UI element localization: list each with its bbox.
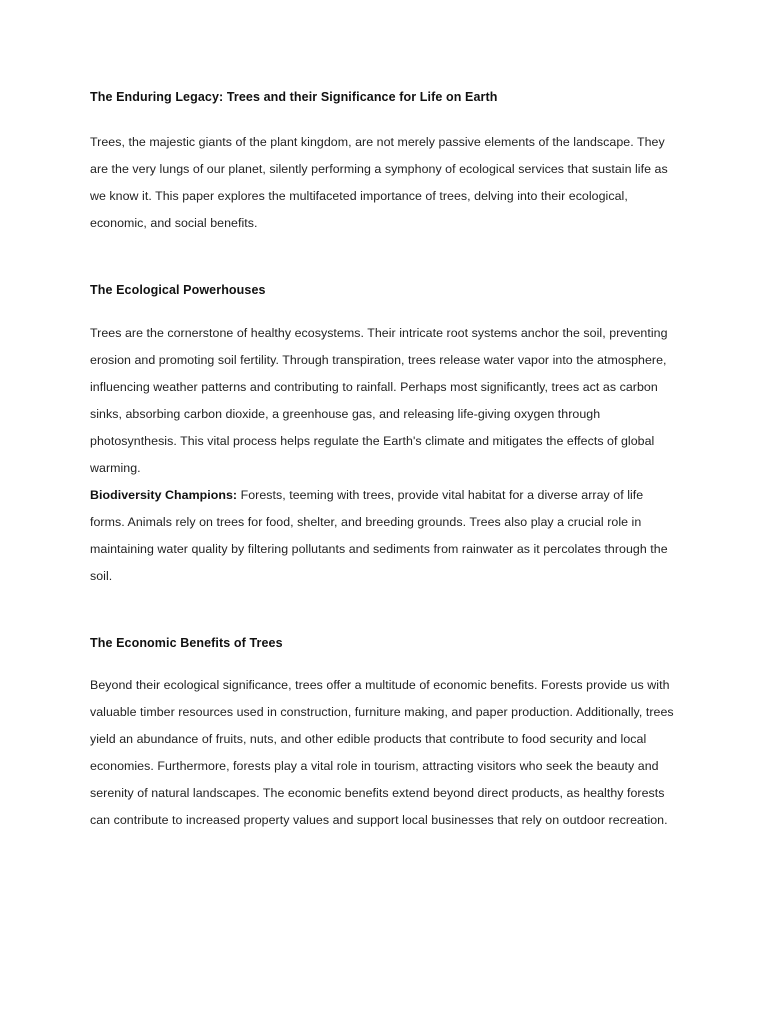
section-paragraph-economic: Beyond their ecological significance, trees offer a multitude of economic benefits. Forests provide us with valuable timber resources used in construction, furniture making, and paper production. Additionally, trees yield an abundance of fruits, nuts, and other edible products that contribute to food security and local economies. Furthermore, forests play a vital role in tourism, attracting visitors who seek the beauty and serenity of natural landscapes. The economic benefits extend beyond direct products, as healthy forests can contribute to increased property values and support local businesses that rely on outdoor recreation. bbox=[90, 678, 674, 828]
page-title: The Enduring Legacy: Trees and their Significance for Life on Earth bbox=[90, 90, 498, 104]
intro-paragraph: Trees, the majestic giants of the plant kingdom, are not merely passive elements of the landscape. They are the very lungs of our planet, silently performing a symphony of ecological services that sustain life as we know it. This paper explores the multifaceted importance of trees, delving into their ecological, economic, and social benefits. bbox=[90, 134, 668, 230]
section-paragraph-ecological: Trees are the cornerstone of healthy ecosystems. Their intricate root systems anchor the soil, preventing erosion and promoting soil fertility. Through transpiration, trees release water vapor into the atmosphere, influencing weather patterns and contributing to rainfall. Perhaps most significantly, trees act as carbon sinks, absorbing carbon dioxide, a greenhouse gas, and releasing life-giving oxygen through photosynthesis. This vital process helps regulate the Earth's climate and mitigates the effects of global warming. bbox=[90, 325, 668, 475]
subsection-paragraph-text: Forests, teeming with trees, provide vital habitat for a diverse array of life forms. Animals rely on trees for food, shelter, and breeding grounds. Trees also play a crucial role in maintaining water quality by filtering pollutants and sediments from rainwater as it percolates through the soil. bbox=[90, 487, 668, 583]
section-heading-ecological: The Ecological Powerhouses bbox=[90, 282, 266, 297]
subsection-biodiversity bbox=[90, 482, 678, 590]
subsection-lead-in-label: Biodiversity Champions: bbox=[90, 487, 238, 502]
paragraph-spacer bbox=[90, 590, 678, 634]
section-heading-economic: The Economic Benefits of Trees bbox=[90, 635, 283, 650]
paragraph-spacer bbox=[90, 237, 678, 281]
